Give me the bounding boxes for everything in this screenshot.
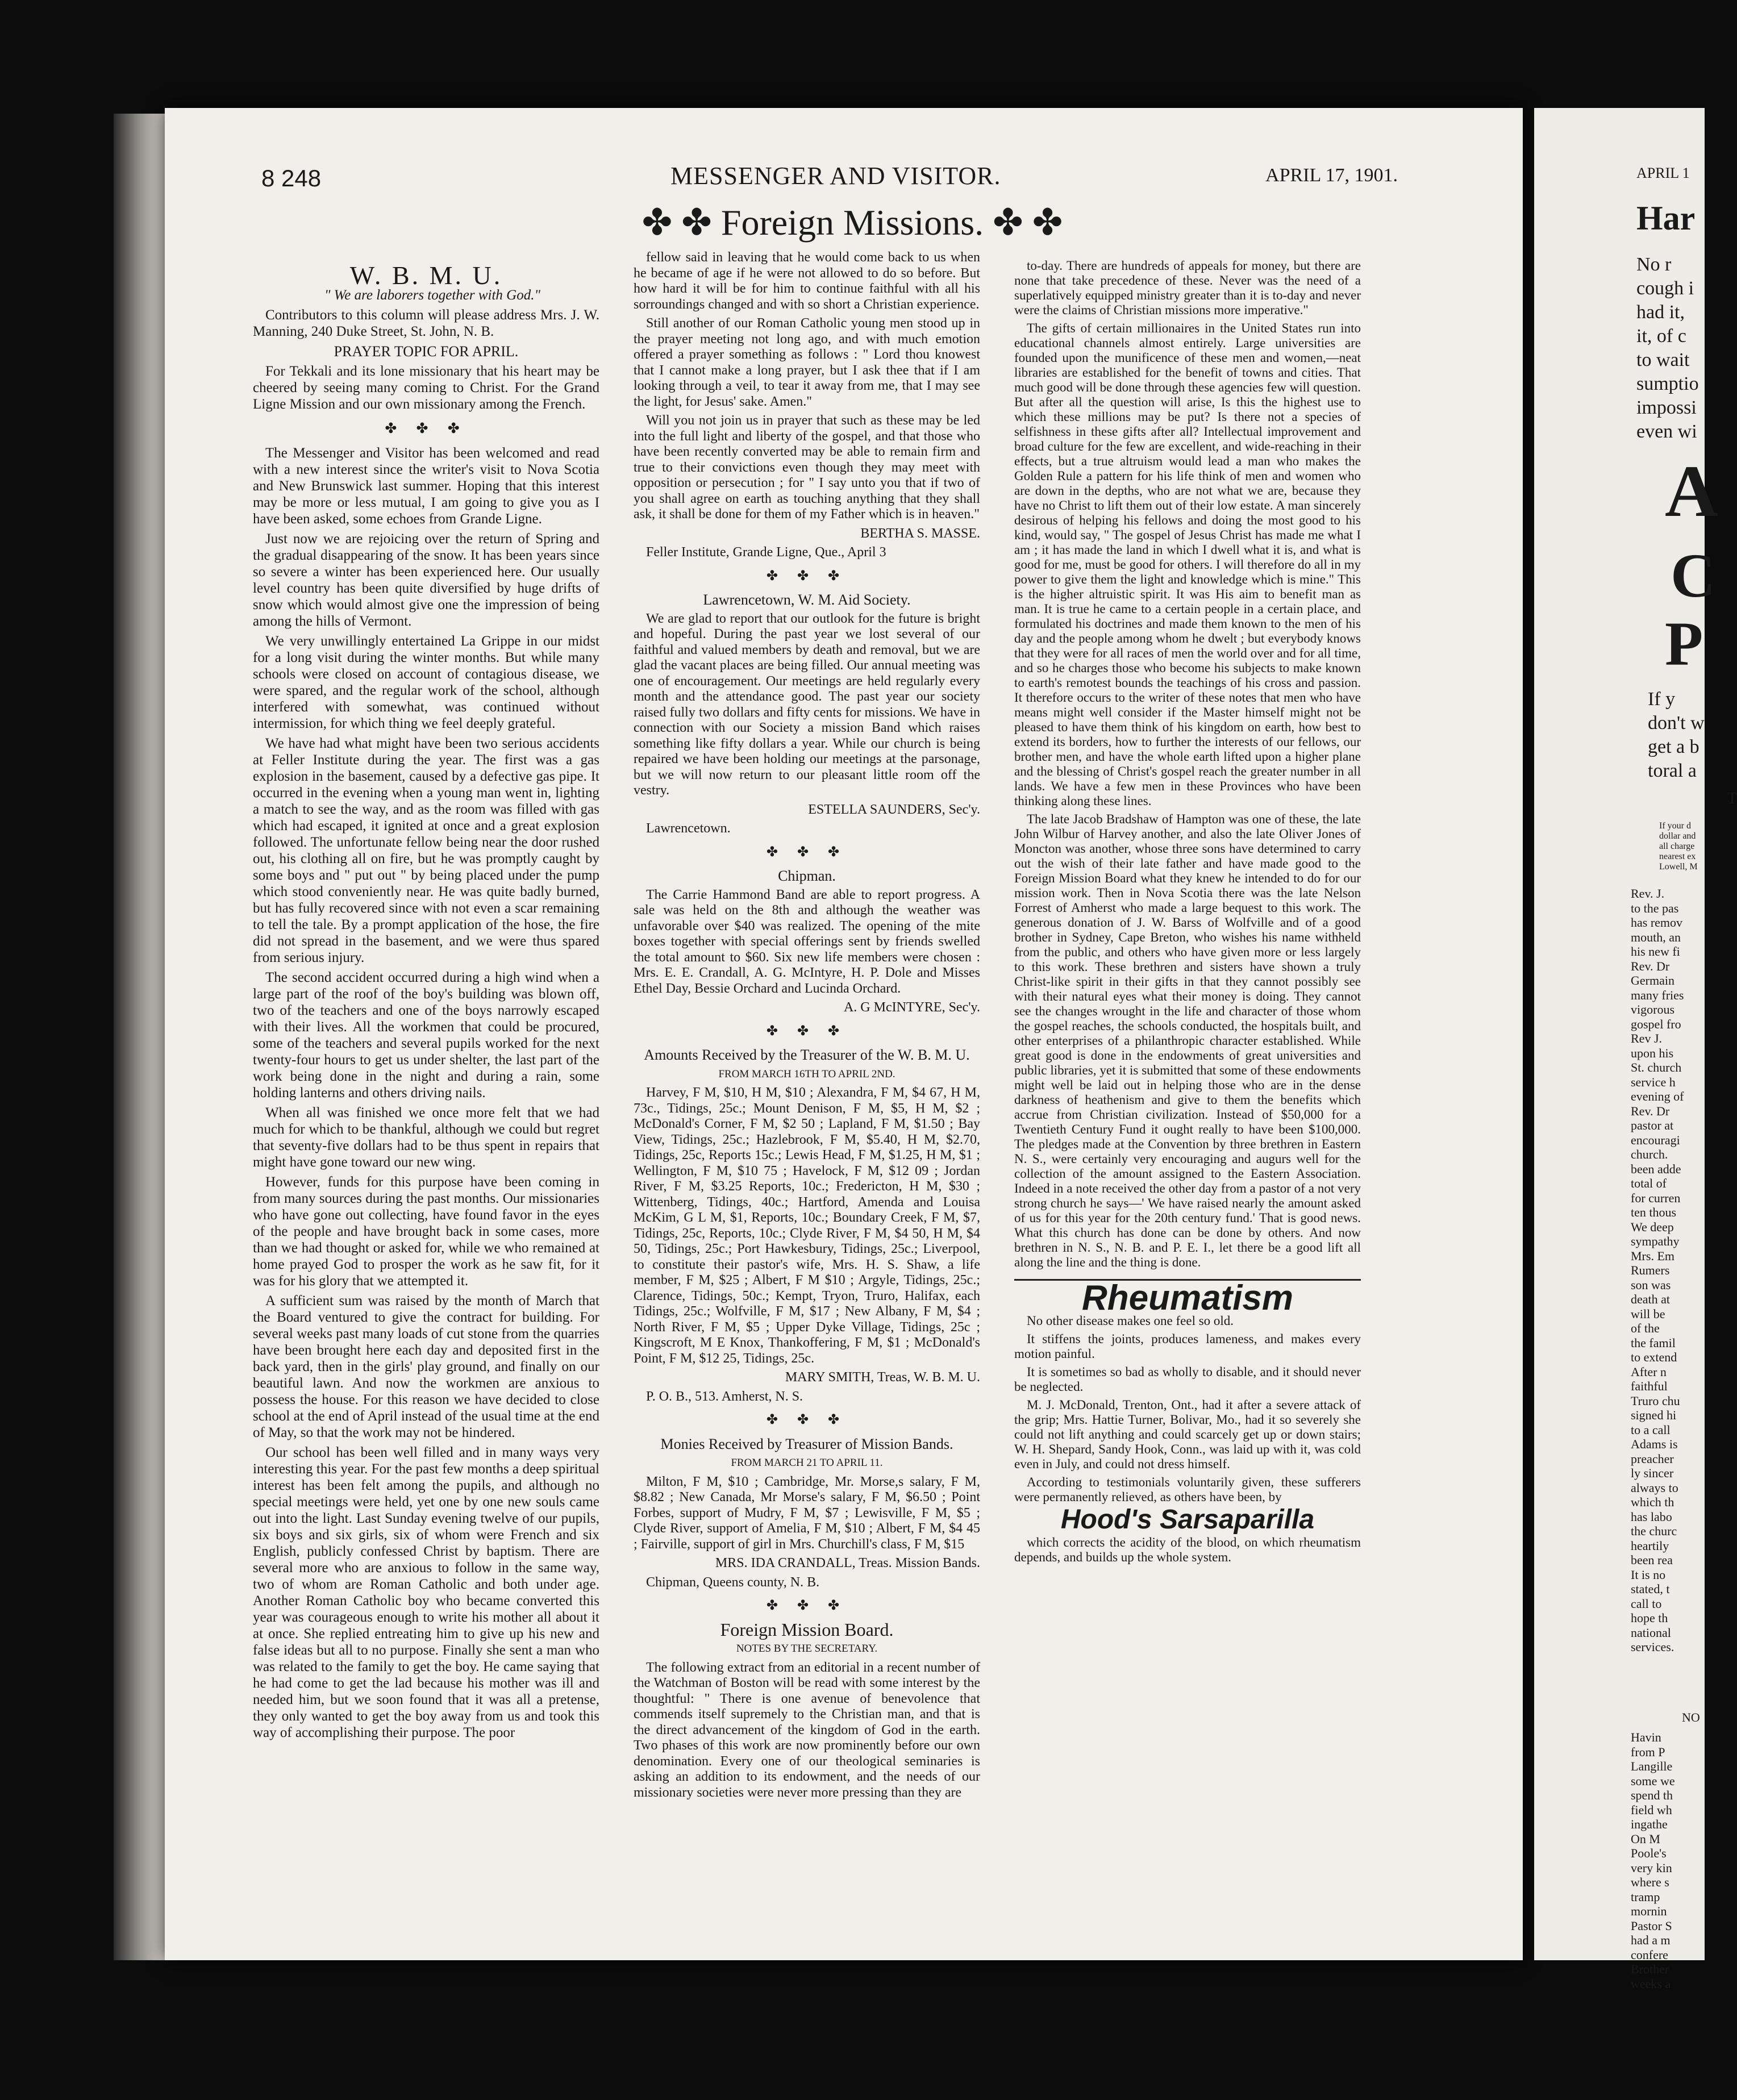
section-heading <box>625 202 1080 244</box>
next-line: sumptio <box>1636 373 1699 394</box>
next-line: all charge <box>1659 841 1695 851</box>
article-paragraph: Just now we are rejoicing over the return of Spring and the gradual disappearing of the snow. It has been years since so severe a winter has been experienced here. Our usually level country has been quite diversified by huge drifts of snow which would almost give one the impression of being among the hills of Vermont. <box>253 531 599 629</box>
chipman-heading: Chipman. <box>778 868 836 884</box>
signature: A. G McINTYRE, Sec'y. <box>843 1000 980 1015</box>
next-line: from P <box>1631 1744 1665 1759</box>
next-line: total of <box>1631 1176 1667 1190</box>
column-1 <box>253 250 599 1744</box>
next-line: sympathy <box>1631 1234 1680 1248</box>
next-line: If y <box>1648 689 1676 710</box>
next-line: signed hi <box>1631 1408 1677 1422</box>
next-line: Truro chu <box>1631 1393 1680 1408</box>
next-line: Havin <box>1631 1730 1661 1744</box>
amounts-heading: Amounts Received by the Treasurer of the W. B. M. U. <box>644 1047 970 1063</box>
next-line: heartily <box>1631 1538 1669 1553</box>
next-line: call to <box>1631 1596 1662 1611</box>
next-line: national <box>1631 1625 1671 1640</box>
separator-stars: ✤ ✤ ✤ <box>766 1023 848 1039</box>
big-letter-c: C <box>1671 541 1716 610</box>
article-paragraph: The Messenger and Visitor has been welcomed and read with a new interest since the writer's visit to Nova Scotia and New Brunswick last summer. Hoping that this interest may be more or less mutual, I am going to give you as I have been asked, some echoes from Grande Ligne. <box>253 445 599 527</box>
next-line: Langille <box>1631 1759 1673 1773</box>
next-line: son was <box>1631 1277 1671 1292</box>
ornament-left-icon: ✤ ✤ <box>642 202 712 243</box>
ad-text: which corrects the acidity of the blood, on which rheumatism depends, and builds up the whole system. <box>1014 1535 1361 1564</box>
next-line: St. church <box>1631 1060 1682 1074</box>
next-line: impossi <box>1636 397 1697 418</box>
article-paragraph: to-day. There are hundreds of appeals for money, but there are none that take precedence of these. Never was the need of a superlatively equipped ministry greater than it is to-day and never were the claims of Christian missions more imperative." <box>1014 259 1361 317</box>
article-paragraph: The following extract from an editorial in a recent number of the Watchman of Boston will be read with some interest by the thoughtful: " There is one avenue of benevolence that commends itself supremely to the Christian man, and that is the direct advancement of the kingdom of God in the earth. Two phases of this work are now prominently before our own denomination. Every one of our theological seminaries is asking an addition to its endowment, and the needs of our missionary societies were never more pressing than they are <box>634 1660 980 1800</box>
next-line: hope th <box>1631 1611 1668 1625</box>
next-line: has remov <box>1631 915 1683 930</box>
next-line: of the <box>1631 1321 1660 1335</box>
next-line: it, of c <box>1636 326 1686 347</box>
next-page-news-2 <box>1631 1730 1675 1991</box>
place: Lawrencetown. <box>646 821 731 836</box>
next-line: dollar and <box>1659 831 1696 841</box>
next-line: vigorous <box>1631 1002 1674 1016</box>
next-line: will be <box>1631 1306 1665 1321</box>
signature: ESTELLA SAUNDERS, Sec'y. <box>808 802 980 817</box>
next-line: for curren <box>1631 1190 1681 1205</box>
next-line: mornin <box>1631 1904 1667 1918</box>
next-line: to the pas <box>1631 901 1679 915</box>
ad-text: It stiffens the joints, produces lameness, and makes every motion painful. <box>1014 1332 1361 1361</box>
next-line: If your d <box>1659 821 1691 831</box>
next-line: Poole's <box>1631 1846 1667 1860</box>
next-page-date: APRIL 1 <box>1636 165 1690 181</box>
article-paragraph: A sufficient sum was raised by the month of March that the Board ventured to give the contract for building. For several weeks past many loads of cut stone from the quarries have been brought here each day and deposited first in the back yard, then in the girls' play ground, and finally on our beautiful lawn. And now the workmen are anxious to possess the house. For this reason we have decided to close school at the end of April instead of the usual time at the end of May, so that the work may not be hindered. <box>253 1293 599 1440</box>
monies-subheading: FROM MARCH 21 TO APRIL 11. <box>731 1457 883 1469</box>
separator-stars: ✤ ✤ ✤ <box>766 1598 848 1613</box>
monies-list: Milton, F M, $10 ; Cambridge, Mr. Morse,s salary, F M, $8.82 ; New Canada, Mr Morse's salary, F M, $6.50 ; Point Forbes, support of Mudry, F M, $7 ; Lewisville, F M, $5 ; Clyde River, support of Amelia, F M, $10 ; Albert, F M, $4 45 ; Fairville, support of girl in Mrs. Churchill's class, F M, $15 <box>634 1474 980 1552</box>
ad-text: M. J. McDonald, Trenton, Ont., had it after a severe attack of the grip; Mrs. Hattie Turner, Bolivar, Mo., had it so severely she could not lift anything and could scarcely get up or down stairs; W. H. Shepard, Sandy Hook, Conn., was laid up with it, was cold even in July, and could not dress himself. <box>1014 1398 1361 1471</box>
next-page-no: NO <box>1682 1710 1700 1724</box>
next-line: the famil <box>1631 1335 1676 1350</box>
next-line: Rumers <box>1631 1263 1670 1277</box>
next-line: evening of <box>1631 1089 1684 1103</box>
next-line: his new fi <box>1631 944 1680 959</box>
ad-text: No other disease makes one feel so old. <box>1027 1314 1234 1328</box>
ad-brand: Hood's Sarsaparilla <box>1060 1505 1315 1535</box>
ornament-right-icon: ✤ ✤ <box>993 202 1063 243</box>
wbmu-heading: W. B. M. U. <box>349 261 503 290</box>
next-page-lines <box>1636 253 1699 444</box>
big-letter-a: A <box>1665 451 1718 532</box>
next-page-headline: Har <box>1636 199 1696 237</box>
next-line: stated, t <box>1631 1582 1670 1596</box>
next-line: ly sincer <box>1631 1466 1674 1480</box>
article-paragraph: We very unwillingly entertained La Grippe in our midst for a long visit during the winter months. But while many schools were closed on account of contagious disease, we were spared, and the regular work of the school, although interfered with somewhat, was continued without intermission, for which thing we feel deeply grateful. <box>253 634 599 731</box>
next-line: don't w <box>1648 713 1705 734</box>
next-line: pastor at <box>1631 1118 1674 1132</box>
next-line: the churc <box>1631 1524 1677 1538</box>
next-line: preacher <box>1631 1451 1674 1466</box>
separator-stars: ✤ ✤ ✤ <box>766 1413 848 1427</box>
next-line: On M <box>1631 1831 1660 1846</box>
next-line: been rea <box>1631 1553 1673 1567</box>
next-line: gospel fro <box>1631 1016 1681 1031</box>
next-line: many fries <box>1631 988 1684 1002</box>
prayer-topic: For Tekkali and its lone missionary that his heart may be cheered by seeing many coming to Christ. For the Grand Ligne Mission and our own missionary among the French. <box>253 364 599 412</box>
big-letter-p: P <box>1665 609 1703 678</box>
amounts-list: Harvey, F M, $10, H M, $10 ; Alexandra, F M, $4 67, H M, 73c., Tidings, 25c.; Mount Denison, F M, $5, H M, $2 ; McDonald's Corner, F M, $2 50 ; Lapland, F M, $1.50 ; Bay View, Tidings, 25c.; Hazlebrook, F M, $5.40, H M, $2.70, Tidings, 25c, Reports 15c.; Lewis Head, F M, $1.25, H M, $1 ; Wellington, F M, $10 75 ; Havelock, F M, $12 09 ; Jordan River, F M, $3.25 Reports, 10c.; Fredericton, H M, $30 ; Wittenberg, Tidings, 40c.; Hartford, Amenda and Louisa McKim, G L M, $1, Reports, 10c.; Boundary Creek, F M, $7, Tidings, 25c, Reports, 10c.; Clyde River, F M, $4 50, H M, $4 50, Tidings, 25c.; Port Hawkesbury, Tidings, 25c.; Liverpool, to constitute their pastor's wife, Mrs. H. S. Shaw, a life member, F M, $25 ; Albert, F M $10 ; Argyle, Tidings, 25c.; Clarence, Tidings, 50c.; Kempt, Tryon, Truro, Halifax, each Tidings, 25c.; Wolfville, F M, $17 ; New Albany, F M, $4 ; North River, F M, $5 ; Upper Dyke Village, Tidings, 25c ; Kingscroft, M E Knox, Thankoffering, F M, $1 ; McDonald's Point, F M, $12 25, Tidings, 25c. <box>634 1085 980 1366</box>
next-line: services. <box>1631 1640 1674 1654</box>
next-line: Rev J. <box>1631 1031 1662 1045</box>
next-line: upon his <box>1631 1045 1674 1060</box>
next-line: Brother <box>1631 1962 1669 1976</box>
separator-stars: ✤ ✤ ✤ <box>766 568 848 584</box>
amounts-subheading: FROM MARCH 16TH TO APRIL 2ND. <box>718 1068 895 1080</box>
article-paragraph: fellow said in leaving that he would come back to us when he became of age if he were not allowed to do so before. But how hard it will be for him to continue faithful with all his sorroundings changed and with so short a Christian experience. <box>634 250 980 312</box>
place: P. O. B., 513. Amherst, N. S. <box>646 1389 803 1404</box>
next-line: Rev. Dr <box>1631 959 1670 973</box>
section-title: Foreign Missions. <box>720 202 984 243</box>
next-line: ingathe <box>1631 1817 1668 1831</box>
next-line: mouth, an <box>1631 930 1681 944</box>
article-paragraph: We are glad to report that our outlook for the future is bright and hopeful. During the past year we lost several of our faithful and valued members by death and removal, but we are glad the vacant places are being filled. Our annual meeting was one of encouragement. Our meetings are held regularly every month and the attendance good. The past year our society raised fully two dollars and fifty cents for missions. We have in connection with our Society a mission Band which raises something like fifty dollars a year. While our church is being repaired we have been holding our meetings at the parsonage, but we will now return to our pleasant little room off the vestry. <box>634 611 980 798</box>
next-line: very kin <box>1631 1860 1672 1875</box>
article-paragraph: Still another of our Roman Catholic young men stood up in the prayer meeting not long ago, and with much emotion offered a prayer something as follows : " Lord thou knowest that I cannot make a long prayer, but I ask thee that if I am looking through a veil, to tear it away from me, that I may see the light, for Jesus' sake. Amen." <box>634 316 980 409</box>
signature: BERTHA S. MASSE. <box>860 526 980 541</box>
next-line: been adde <box>1631 1161 1681 1176</box>
next-line: cough i <box>1636 278 1694 299</box>
next-line: nearest ex <box>1659 852 1696 861</box>
next-line: has labo <box>1631 1509 1672 1524</box>
place-date: Feller Institute, Grande Ligne, Que., April 3 <box>646 545 886 560</box>
issue-date: APRIL 17, 1901. <box>1265 165 1398 186</box>
next-line: had a m <box>1631 1933 1671 1947</box>
signature: MARY SMITH, Treas, W. B. M. U. <box>785 1370 980 1385</box>
next-line: Mrs. Em <box>1631 1248 1674 1263</box>
place: Chipman, Queens county, N. B. <box>646 1574 820 1590</box>
column-3 <box>1014 259 1361 1568</box>
next-line: confere <box>1631 1947 1668 1962</box>
ad-text: It is sometimes so bad as wholly to disable, and it should never be neglected. <box>1014 1365 1361 1394</box>
next-line: Lowell, M <box>1659 862 1698 872</box>
next-line: Adams is <box>1631 1437 1678 1451</box>
page-number: 8 248 <box>261 165 322 191</box>
newspaper-title: MESSENGER AND VISITOR. <box>670 162 1001 190</box>
article-paragraph: The second accident occurred during a high wind when a large part of the roof of the boy's building was blown off, two of the teachers and one of the boys narrowly escaped with their lives. All the workmen that could be procured, some of the teachers and several pupils worked for the next twenty-four hours to get us under shelter, the last part of the work being done in the night and during a rain, some holding lanterns and others driving nails. <box>253 970 599 1101</box>
next-line: ten thous <box>1631 1205 1677 1219</box>
next-line: to extend <box>1631 1350 1677 1364</box>
advertisement <box>1014 1279 1361 1565</box>
ad-title: Rheumatism <box>1081 1278 1294 1318</box>
next-line: had it, <box>1636 302 1685 323</box>
next-page-news <box>1631 886 1684 1655</box>
separator-stars: ✤ ✤ ✤ <box>766 844 848 860</box>
next-line: even wi <box>1636 421 1697 442</box>
separator-stars: ✤ ✤ ✤ <box>385 421 468 436</box>
article-paragraph: However, funds for this purpose have been coming in from many sources during the past months. Our missionaries who have gone out collecting, have found favor in the eyes of the people and have brought back in some cases, more than we had thought or asked for, while we who remained at home prayed God to prosper the work as he saw fit, for it was for his glory that we attempted it. <box>253 1174 599 1289</box>
next-line: We deep <box>1631 1219 1674 1234</box>
article-paragraph: The late Jacob Bradshaw of Hampton was one of these, the late John Wilbur of Harvey another, and also the late Oliver Jones of Moncton was another, whose three sons have determined to carry out the wish of their late father and have made good to the Foreign Mission Board what they knew he intended to do for our mission work. Then in Nova Scotia there was the late Nelson Forrest of Amherst who made a large bequest to this work. The generous donation of J. W. Barss of Wolfville and of a good brother in Sydney, Cape Breton, who wishes his name withheld from the public, and others who have given more or less largely to this work. These brethren and sisters have shown a truly Christ-like spirit in their gifts in that they cannot possibly see with their natural eyes what their money is doing. They cannot see the changes wrought in the life and character of those whom the gospel reaches, the schools conducted, the hospitals built, and other enterprises of a philanthropic character established. While great good is done in the endowments of great universities and public libraries, yet it is submitted that some of these endowments might well be laid out in helping those who are in the dense darkness of heathenism and give to them the benefits which accrue from Christian civilization. Instead of $50,000 for a Twentieth Century Fund it ought really to have been $100,000. The pledges made at the Convention by three brethren in Eastern N. S., were certainly very encouraging and augurs well for the collection of the amount assigned to the Eastern Association. Indeed in a note received the other day from a pastor of a not very strong church he says—' We have raised nearly the amount asked of us for this year for the 20th century fund.' That is good news. What this church has done can be done by others. And now brethren in N. S., N. B. and P. E. I., let there be a good lift all along the line and the thing is done. <box>1014 812 1361 1269</box>
column-2 <box>634 250 980 1804</box>
next-line: which th <box>1631 1495 1674 1509</box>
next-line: field wh <box>1631 1802 1672 1817</box>
next-line: Rev. J. <box>1631 886 1665 901</box>
next-line: spend th <box>1631 1788 1673 1802</box>
next-line: No r <box>1636 254 1672 275</box>
next-line: weeks a <box>1631 1976 1671 1991</box>
next-letter-t: T <box>1727 790 1737 807</box>
monies-heading: Monies Received by Treasurer of Mission Bands. <box>660 1435 953 1452</box>
next-line: tramp <box>1631 1889 1660 1904</box>
lawrencetown-heading: Lawrencetown, W. M. Aid Society. <box>703 591 911 608</box>
next-page-lines-2 <box>1648 688 1705 783</box>
article-paragraph: Will you not join us in prayer that such as these may be led into the full light and liberty of the gospel, and that those who have been recently converted may be able to remain firm and true to their convictions even though they may meet with opposition or persecution ; for " I say unto you that if two of you shall agree on earth as touching anything that they shall ask, it shall be done for them of my Father which is in heaven." <box>634 413 980 522</box>
ad-text: According to testimonials voluntarily given, these sufferers were permanently relieved, as others have been, by <box>1014 1475 1361 1504</box>
next-line: always to <box>1631 1480 1678 1495</box>
article-paragraph: When all was finished we once more felt that we had much for which to be thankful, although we could but regret that seventy-five dollars had to be thus spent in repairs that might have gone toward our new wing. <box>253 1105 599 1170</box>
next-line: where s <box>1631 1875 1669 1889</box>
next-line: It is no <box>1631 1567 1666 1582</box>
next-line: faithful <box>1631 1379 1668 1393</box>
next-line: After n <box>1631 1364 1667 1379</box>
next-line: death at <box>1631 1292 1671 1306</box>
article-paragraph: The Carrie Hammond Band are able to report progress. A sale was held on the 8th and although the weather was unfavorable over $40 was realized. The opening of the mite boxes together with special offerings sent by friends swelled the total amount to $60. Six new life members were chosen : Mrs. E. E. Crandall, A. G. McIntyre, H. P. Dole and Misses Ethel Day, Bessie Orchard and Lucinda Orchard. <box>634 887 980 996</box>
next-line: to a call <box>1631 1422 1671 1437</box>
wbmu-motto: " We are laborers together with God." <box>324 288 540 303</box>
next-line: get a b <box>1648 736 1699 757</box>
board-heading: Foreign Mission Board. <box>720 1619 894 1640</box>
next-page-small <box>1659 821 1698 872</box>
next-line: some we <box>1631 1773 1675 1788</box>
article-paragraph: We have had what might have been two serious accidents at Feller Institute during the year. The first was a gas explosion in the basement, caused by a defective gas pipe. It occurred in the evening when a young man went in, lighting a match to see the way, and as the room was filled with gas which had escaped, it ignited at once and a great explosion followed. The unfortunate fellow being near the door rushed out, his clothing all on fire, but he was promptly caught by some boys and " put out " by being placed under the pump which stood conveniently near. He was quite badly burned, but has fully recovered since with not even a scar remaining to tell the tale. By a prompt application of the hose, the fire did not spread in the basement, and we were thus spared from serious injury. <box>253 736 599 965</box>
next-line: toral a <box>1648 760 1697 781</box>
next-line: to wait <box>1636 349 1690 370</box>
article-paragraph: Our school has been well filled and in many ways very interesting this year. For the past few months a deep spiritual interest has been felt among the pupils, and although no special meetings were held, yet one by one new souls came out into the light. Last Sunday evening twelve of our pupils, six boys and six girls, six of whom were French and six English, publicly confessed Christ by baptism. There are several more who are anxious to follow in the same way, two of whom are Roman Catholic and both under age. Another Roman Catholic boy who became converted this year was courageous enough to write his mother all about it at once. She replied entreating him to give up his new and false ideas but all to no purpose. Finally she sent a man who was related to the family to get the boy. He came saying that he had come to get the lad because his mother was ill and needed him, but we soon found that it was all a pretense, they only wanted to get the boy away from us and took this way of accomplishing their purpose. The poor <box>253 1445 599 1740</box>
next-line: Germain <box>1631 973 1674 988</box>
page-header <box>261 153 1398 193</box>
signature: MRS. IDA CRANDALL, Treas. Mission Bands. <box>715 1556 980 1570</box>
next-line: service h <box>1631 1074 1676 1089</box>
next-line: encouragi <box>1631 1132 1680 1147</box>
prayer-topic-heading: PRAYER TOPIC FOR APRIL. <box>334 343 519 360</box>
article-paragraph: The gifts of certain millionaires in the United States run into educational channels almost entirely. Large universities are founded upon the munificence of these men and women,—neat libraries are established for the benefit of towns and cities. That much good will be done through these agencies few will question. But after all the question will arise, Is this the highest use to which these millions may be put? Is there not a species of selfishness in these gifts after all? Intellectual improvement and broad culture for the few are excellent, and wide-reaching in their effects, but a true altruism would lead a man who makes the Golden Rule a pattern for his life think of men and women who are down in the depths, who are not what we are, because they have no Christ to lift them out of their low estate. A man sincerely desirous of helping his fellows and doing the most good to his kind, would say, " The gospel of Jesus Christ has made me what I am ; it has made the land in which I dwell what it is, and what is good for me, must be good for others. I will therefore do all in my power to give them the light and knowledge which is mine." This is the higher altruistic spirit. It was His aim to benefit man as man. It is true he came to a certain people in a certain place, and formulated his doctrines and made them known to the men of his day and the people among whom he dwelt ; but everybody knows that they were for all races of men the world over and for all time, and so he charges those who become his subjects to make known to earth's remotest bounds the teachings of his cross and passion. It therefore occurs to the writer of these notes that men who have means might well consider if the Master himself might not be pleased to have them think of his kingdom on earth, how best to extend its borders, how to further the interests of our fellows, our brother men, and have the whole earth lifted upon a higher plane and the blessing of Christ's gospel reach the greater number in all lands. We have a few men in these Provinces who have been thinking along these lines. <box>1014 321 1361 808</box>
contributor-note: Contributors to this column will please address Mrs. J. W. Manning, 240 Duke Street, St. John, N. B. <box>253 307 599 339</box>
next-line: church. <box>1631 1147 1668 1161</box>
next-line: Pastor S <box>1631 1918 1672 1933</box>
next-line: Rev. Dr <box>1631 1103 1670 1118</box>
adjacent-page <box>1534 108 1737 1991</box>
board-subheading: NOTES BY THE SECRETARY. <box>736 1643 878 1655</box>
